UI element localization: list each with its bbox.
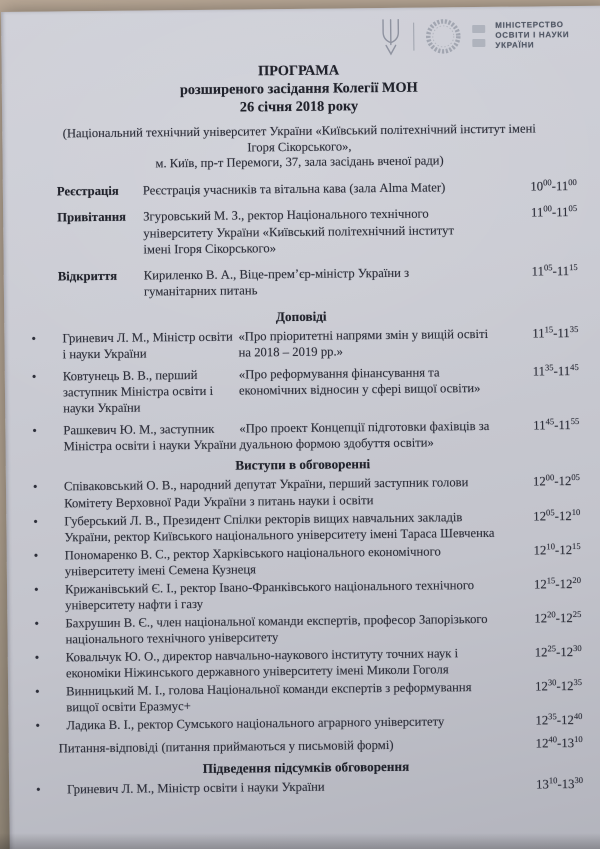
bullet-marker: •: [31, 330, 37, 346]
bullet-marker: •: [35, 683, 40, 699]
report-speaker: Рашкевич Ю. М., заступник Міністра освіти і науки України: [63, 421, 237, 454]
discussion-speaker-text: Крижанівський Є. І., ректор Івано-Франківського національного технічного університету нафти і газу: [64, 577, 475, 613]
discussion-speaker-text: Ладика В. І., ректор Сумського національного аграрного університету: [66, 714, 445, 733]
logo-divider: [413, 23, 414, 51]
ukraine-trident-icon: [378, 18, 403, 56]
discussion-row: [26, 473, 580, 511]
report-topic: «Про проект Концепції підготовки фахівців за дуальною формою здобуття освіти»: [239, 418, 490, 452]
discussion-row: [27, 542, 581, 580]
bullet-marker: •: [32, 479, 38, 495]
opening-row-text: Згуровський М. З., ректор Національного технічного університету України «Київський політехнічний інститут імені Ігоря Сікорського»: [143, 206, 455, 257]
ministry-name-line: МІНІСТЕРСТВО: [495, 20, 564, 30]
title-line-1: ПРОГРАМА: [258, 62, 340, 80]
bullet-marker: •: [33, 581, 39, 597]
discussion-speaker-text: Бахрушин В. Є., член національної команди експертів, професор Запорізького національного технічного університету: [65, 611, 488, 647]
time-range: $11^{05}-11^{15}$: [531, 262, 578, 279]
opening-row-text: Реєстрація учасників та вітальна кава (зала Alma Mater): [142, 180, 446, 198]
time-range: $12^{10}-12^{15}$: [533, 540, 581, 558]
time-range: $10^{00}-11^{00}$: [530, 176, 577, 194]
report-topic: «Про пріоритетні напрями змін у вищій освіті на 2018 – 2019 рр.»: [238, 326, 489, 360]
opening-row-label: Відкриття: [57, 268, 118, 284]
time-range: $13^{10}-13^{30}$: [535, 774, 584, 792]
time-range: $12^{30}-12^{35}$: [534, 676, 583, 694]
discussion-section: [26, 473, 583, 734]
discussion-row: [27, 610, 581, 648]
discussion-speaker-text: Губерський Л. В., Президент Спілки ректорів вищих навчальних закладів України, ректор Київського національного університету імені Тараса Шевченка: [64, 509, 495, 545]
document-title: [22, 60, 577, 119]
qa-text: Питання-відповіді (питання приймаються у письмовій формі): [58, 738, 394, 756]
bullet-marker: •: [35, 717, 41, 733]
reports-section: [24, 325, 579, 455]
venue-line: м. Київ, пр-т Перемоги, 37, зала засідань вченої ради): [155, 153, 444, 171]
venue-line: Ігоря Сікорського»,: [247, 138, 352, 155]
discussion-row: [28, 644, 582, 682]
report-speaker: Ковтунець В. В., перший заступник Міністра освіти і науки України: [62, 367, 214, 416]
ministry-name-line: УКРАЇНИ: [495, 40, 535, 50]
document-page: [1, 6, 600, 849]
report-topic: «Про реформування фінансування та економічних відносин у сфері вищої освіти»: [238, 365, 481, 398]
discussion-speaker-text: Винницький М. І., голова Національної команди експертів з реформування вищої освіти Еразмус+: [66, 680, 472, 715]
time-range: $11^{15}-11^{35}$: [532, 324, 579, 341]
bullet-marker: •: [36, 781, 41, 797]
time-range: $11^{00}-11^{05}$: [530, 203, 578, 220]
opening-row-text: Кириленко В. А., Віце-прем’єр-міністр України з гуманітарних питань: [143, 265, 410, 300]
discussion-row: [28, 678, 582, 716]
opening-row-label: Привітання: [57, 209, 127, 225]
summary-heading: Підведення підсумків обговорення: [202, 758, 410, 776]
ministry-header: [378, 16, 569, 56]
opening-row: [58, 263, 578, 301]
opening-row: [57, 204, 577, 258]
bullet-marker: •: [33, 513, 38, 529]
discussion-speaker-text: Пономаренко В. С., ректор Харківського національного економічного університету імені Семена Кузнеця: [64, 544, 441, 579]
reports-heading: Доповіді: [275, 308, 327, 324]
bullet-marker: •: [34, 649, 40, 665]
summary-section: [29, 776, 583, 798]
venue-paragraph: [22, 121, 576, 172]
time-range: $12^{25}-12^{30}$: [534, 642, 582, 660]
bullet-marker: •: [33, 547, 39, 563]
ministry-name-line: ОСВІТИ І НАУКИ: [495, 30, 570, 40]
emblem-blocks-icon: [472, 25, 485, 47]
summary-row: [29, 776, 583, 798]
qa-row: [59, 735, 583, 757]
time-range: $12^{20}-12^{25}$: [534, 608, 582, 626]
time-range: $12^{35}-12^{40}$: [535, 711, 583, 728]
opening-row-label: Реєстрація: [56, 183, 119, 199]
bullet-marker: •: [31, 368, 37, 384]
opening-row: [57, 178, 577, 200]
report-speaker: Гриневич Л. М., Міністр освіти і науки України: [62, 329, 233, 362]
bullet-marker: •: [34, 615, 40, 631]
time-range: $11^{35}-11^{45}$: [532, 361, 579, 379]
summary-speaker-text: Гриневич Л. М., Міністр освіти і науки України: [67, 779, 325, 797]
title-line-3: 26 січня 2018 року: [239, 97, 359, 116]
ministry-name: [495, 20, 569, 51]
discussion-speaker-text: Ковальчук Ю. О., директор навчально-наукового інституту точних наук і економіки Ніжинського державного університету імені Миколи Гоголя: [65, 646, 459, 681]
report-row: [24, 325, 578, 363]
round-wreath-emblem-icon: [424, 17, 462, 55]
opening-section: [57, 178, 578, 301]
time-range: $12^{05}-12^{10}$: [533, 506, 581, 524]
title-line-2: розширеного засідання Колегії МОН: [179, 79, 418, 98]
report-row: [25, 363, 579, 418]
bullet-marker: •: [32, 422, 38, 438]
time-range: $12^{00}-12^{05}$: [532, 472, 580, 489]
time-range: $11^{45}-11^{55}$: [533, 415, 580, 433]
discussion-row: [27, 576, 581, 614]
discussion-speaker-text: Співаковський О. В., народний депутат України, перший заступник голови Комітету Верховної Ради України з питань науки і освіти: [63, 475, 469, 511]
time-range: $12^{40}-13^{10}$: [535, 734, 583, 751]
venue-line: (Національний технічний університет України «Київський політехнічний інститут імені: [62, 121, 536, 141]
discussion-heading: Виступи в обговоренні: [235, 456, 371, 473]
time-range: $12^{15}-12^{20}$: [533, 574, 582, 592]
discussion-row: [26, 508, 580, 546]
report-row: [25, 417, 579, 455]
